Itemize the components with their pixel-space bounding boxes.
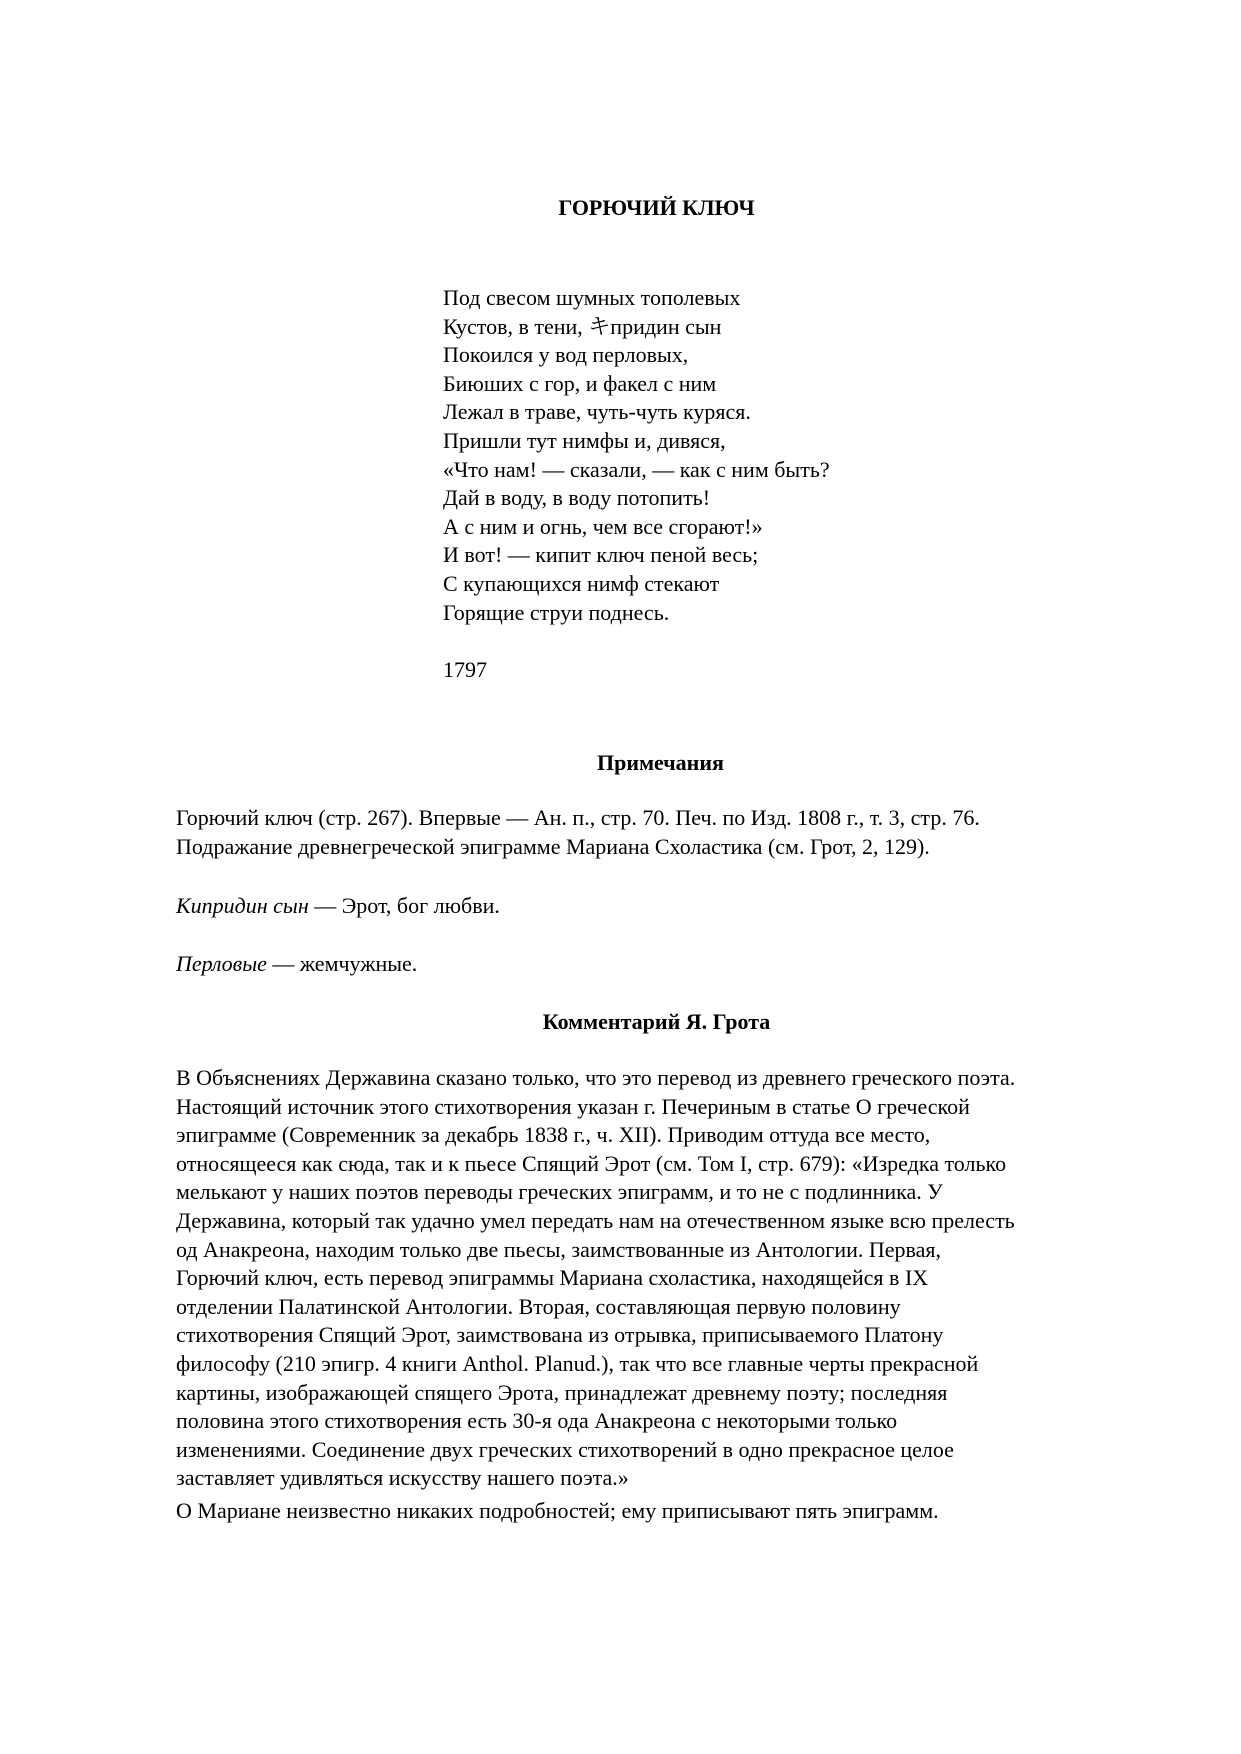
paragraph-line: относящееся как сюда, так и к пьесе Спящий Эрот (см. Том I, стр. 679): «Изредка только xyxy=(176,1150,1007,1176)
poem-body xyxy=(443,284,830,627)
paragraph-line: заставляет удивляться искусству нашего поэта.» xyxy=(176,1465,629,1491)
notes-gloss-kipridin xyxy=(176,892,1136,921)
paragraph-line: Настоящий источник этого стихотворения указан г. Печериным в статье О греческой xyxy=(176,1093,970,1119)
poem-line: Пришли тут нимфы и, дивяся, xyxy=(443,427,726,453)
notes-gloss-perlovye xyxy=(176,950,1136,979)
notes-paragraph xyxy=(176,804,1136,861)
paragraph-line: Горючий ключ, есть перевод эпиграммы Мариана схоластика, находящейся в IX xyxy=(176,1265,929,1291)
paragraph-line: изменениями. Соединение двух греческих стихотворений в одно прекрасное целое xyxy=(176,1436,954,1462)
paragraph-line: Горючий ключ (стр. 267). Впервые — Ан. п., стр. 70. Печ. по Изд. 1808 г., т. 3, стр. 76. xyxy=(176,805,980,830)
poem-line: Лежал в траве, чуть-чуть куряся. xyxy=(443,399,751,425)
paragraph-line: Подражание древнегреческой эпиграмме Мариана Схоластика (см. Грот, 2, 129). xyxy=(176,833,930,859)
gloss-definition: — Эрот, бог любви. xyxy=(308,893,500,918)
gloss-definition: — жемчужные. xyxy=(266,951,418,976)
poem-year: 1797 xyxy=(443,657,487,682)
paragraph-line: эпиграмме (Современник за декабрь 1838 г., ч. XII). Приводим оттуда все место, xyxy=(176,1122,931,1148)
poem-line: А с ним и огнь, чем все сгорают!» xyxy=(443,513,763,539)
commentary-closing-paragraph: О Мариане неизвестно никаких подробностей; ему приписывают пять эпиграмм. xyxy=(176,1498,939,1523)
poem-line: Под свесом шумных тополевых xyxy=(443,285,741,310)
poem-line: «Что нам! — сказали, — как с ним быть? xyxy=(443,456,830,482)
paragraph-line: половина этого стихотворения есть 30-я ода Анакреона с некоторыми только xyxy=(176,1408,898,1434)
paragraph-line: мелькают у наших поэтов переводы греческих эпиграмм, и то не с подлинника. У xyxy=(176,1179,943,1205)
gloss-term: Перловые xyxy=(176,951,267,976)
notes-heading: Примечания xyxy=(597,750,724,775)
commentary-heading: Комментарий Я. Грота xyxy=(542,1009,771,1034)
poem-line: Биюших с гор, и факел с ним xyxy=(443,370,717,396)
paragraph-line: философу (210 эпигр. 4 книги Anthol. Planud.), так что все главные черты прекрасной xyxy=(176,1350,979,1376)
paragraph-line: В Объяснениях Державина сказано только, что это перевод из древнего греческого поэта. xyxy=(176,1065,1016,1090)
poem-line: И вот! — кипит ключ пеной весь; xyxy=(443,542,759,568)
poem-title: ГОРЮЧИЙ КЛЮЧ xyxy=(558,195,755,220)
paragraph-line: Державина, который так удачно умел передать нам на отечественном языке всю прелесть xyxy=(176,1207,1015,1233)
paragraph-line: стихотворения Спящий Эрот, заимствована из отрывка, приписываемого Платону xyxy=(176,1322,944,1348)
poem-line: Горящие струи поднесь. xyxy=(443,599,670,625)
paragraph-line: картины, изображающей спящего Эрота, принадлежат древнему поэту; последняя xyxy=(176,1379,948,1405)
gloss-term: Кипридин сын xyxy=(176,893,309,918)
paragraph-line: од Анакреона, находим только две пьесы, заимствованные из Антологии. Первая, xyxy=(176,1236,941,1262)
poem-line: Кустов, в тени, キпридин сын xyxy=(443,313,722,339)
poem-line: С купающихся нимф стекают xyxy=(443,570,720,596)
poem-line: Покоился у вод перловых, xyxy=(443,342,689,368)
paragraph-line: отделении Палатинской Антологии. Вторая, составляющая первую половину xyxy=(176,1293,901,1319)
commentary-paragraph xyxy=(176,1064,1136,1493)
poem-line: Дай в воду, в воду потопить! xyxy=(443,485,711,511)
